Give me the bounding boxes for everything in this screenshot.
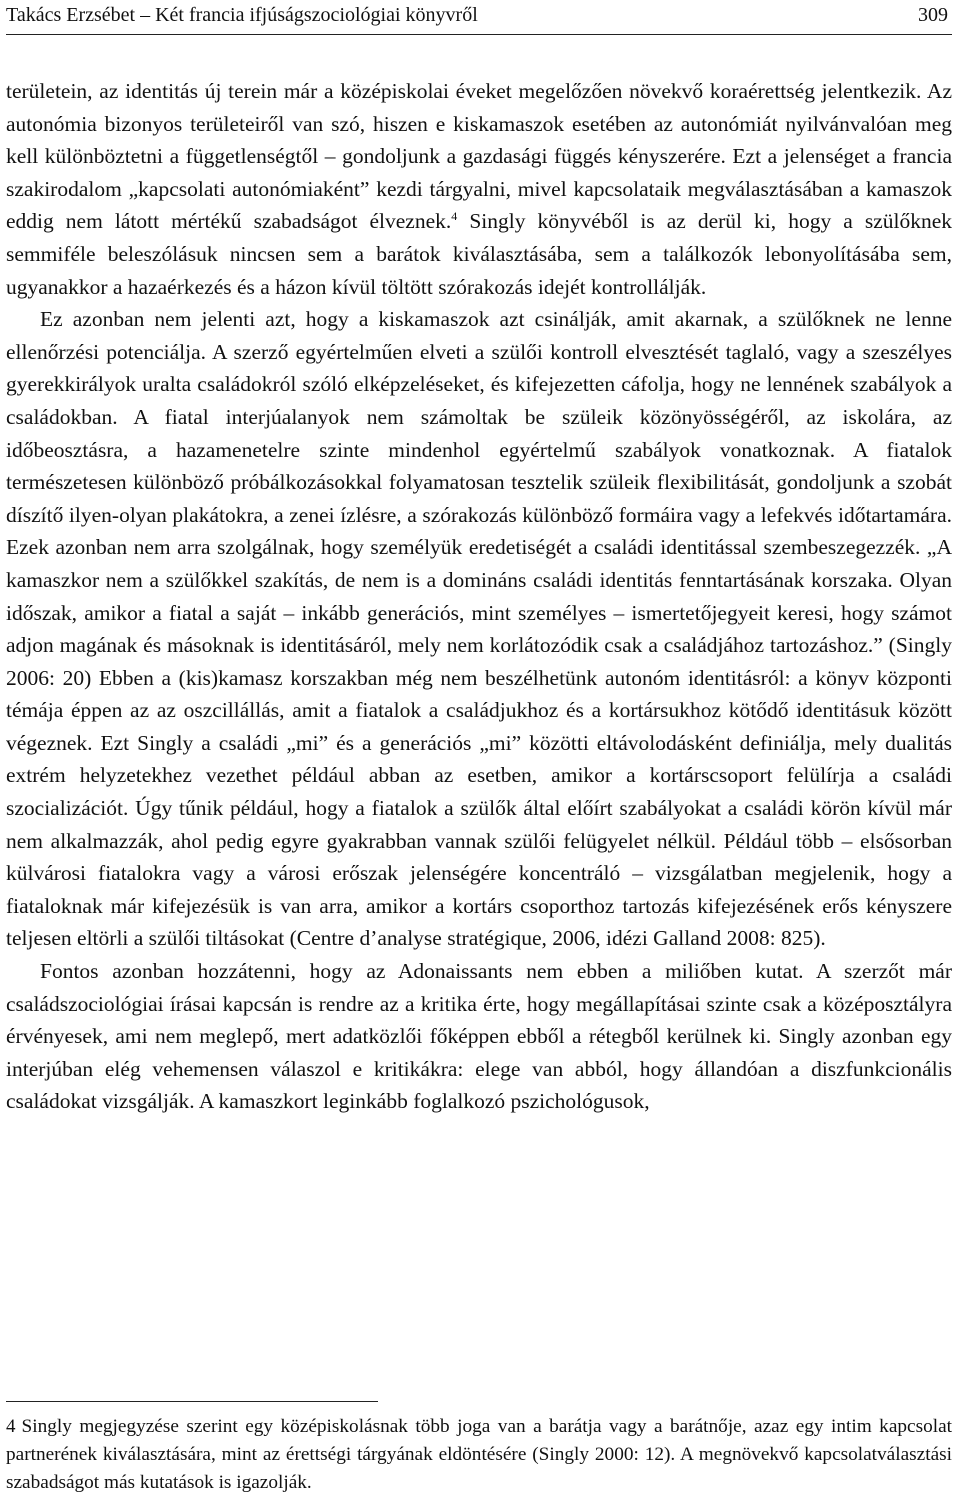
footnote — [6, 1413, 952, 1497]
paragraph-1 — [6, 75, 952, 303]
paragraph-2: Ez azonban nem jelenti azt, hogy a kiskamaszok azt csinálják, amit akarnak, a szülőknek ne lenne ellenőrzési potenciálja. A szerző egyértelműen elveti a szülői kontroll elvesztését taglaló, vagy a szeszélyes gyerekkirályok uralta családokról szóló elképzeléseket, és kifejezetten cáfolja, hogy ne lennének szabályok a családokban. A fiatal interjúalanyok nem számoltak be szüleik közönyösségéről, az iskolára, az időbeosztásra, a hazamenetelre szinte mindenhol egyértelmű szabályok vonatkoznak. A fiatalok természetesen különböző próbálkozásokkal folyamatosan tesztelik szüleik flexibilitását, gondoljunk a szobát díszítő ilyen-olyan plakátokra, a zenei ízlésre, a szórakozás különböző formáira vagy a lefekvés időtartamára. Ezek azonban nem arra szolgálnak, hogy személyük eredetiségét a családi identitással szembeszegezzék. „A kamaszkor nem a szülőkkel szakítás, de nem is a domináns családi identitás fenntartásának korszaka. Olyan időszak, amikor a fiatal a saját – inkább generációs, mint személyes – ismertetőjegyeit keresi, hogy számot adjon magának és másoknak is identitásáról, mely nem korlátozódik csak a családjához tartozáshoz.” (Singly 2006: 20) Ebben a (kis)kamasz korszakban még nem beszélhetünk autonóm identitásról: a könyv központi témája éppen az az oszcillállás, amit a fiatalok a családjukhoz és a kortársukhoz kötődő identitásuk között végeznek. Ezt Singly a családi „mi” és a generációs „mi” közötti eltávolodásként definiálja, mely dualitás extrém helyzetekhez vezethet például abban az esetben, amikor a kortárscsoport felülírja a családi szocializációt. Úgy tűnik például, hogy a fiatalok a szülők által előírt szabályokat a családi körön kívül már nem alkalmazzák, ahol pedig egyre gyakrabban vannak szülői felügyelet nélkül. Például több – elsősorban külvárosi fiatalokra vagy a városi erőszak jelenségére koncentráló – vizsgálatban megjelenik, hogy a fiataloknak már kifejezésük is van arra, amikor a kortárs csoporthoz tartozás kifejezésének erős kényszere teljesen eltörli a szülői tiltásokat (Centre d’analyse stratégique, 2006, idézi Galland 2008: 825). — [6, 307, 952, 951]
paragraph-1-part-b: Singly könyvéből is az derül ki, hogy a szülőknek semmiféle beleszólásuk nincsen sem a barátok kiválasztásába, sem a találkozók lebonyolításába sem, ugyanakkor a hazaérkezés és a házon kívül töltött szórakozás idejét kontrollálják. — [6, 209, 953, 299]
header-title: Takács Erzsébet – Két francia ifjúságszociológiai könyvről — [6, 4, 478, 26]
body-text — [6, 75, 952, 1118]
page-number: 309 — [918, 4, 948, 26]
footnote-mark: 4 — [6, 1416, 16, 1437]
paragraph-1-part-a: területein, az identitás új terein már a középiskolai éveket megelőzően növekvő koraérettség jelentkezik. Az autonómia bizonyos területeiről van szó, hiszen e kiskamaszok esetében az autonómiát nyilvánvalóan meg kell különböztetni a függetlenségtől – gondoljunk a gazdasági függés kényszerére. Ezt a jelenséget a francia szakirodalom „kapcsolati autonómiaként” kezdi tárgyalni, mivel kapcsolataik megválasztásában a kamaszok eddig nem látott mértékű szabadságot élveznek. — [6, 79, 952, 234]
footnote-reference[interactable]: 4 — [451, 209, 458, 224]
paragraph-3: Fontos azonban hozzátenni, hogy az Adonaissants nem ebben a miliőben kutat. A szerzőt már családszociológiai írásai kapcsán is rendre az a kritika érte, hogy megállapításai szinte csak a középosztályra érvényesek, ami nem meglepő, mert adatközlői főképpen ebből a rétegből kerülnek ki. Singly azonban egy interjúban elég vehemensen válaszol e kritikákra: elege van abból, hogy állandóan a diszfunkcionális családokat vizsgálják. A kamaszkort leginkább foglalkozó pszichológusok, — [6, 959, 952, 1114]
running-header — [6, 0, 952, 35]
footnote-divider — [6, 1401, 378, 1402]
footnote-text: Singly megjegyzése szerint egy középiskolásnak több joga van a barátja vagy a barátnője, azaz egy intim kapcsolat partnerének kiválasztására, mint az érettségi tárgyának eldöntésére (Singly 2000: 12). A megnövekvő kapcsolatválasztási szabadságot más kutatások is igazolják. — [6, 1416, 952, 1493]
